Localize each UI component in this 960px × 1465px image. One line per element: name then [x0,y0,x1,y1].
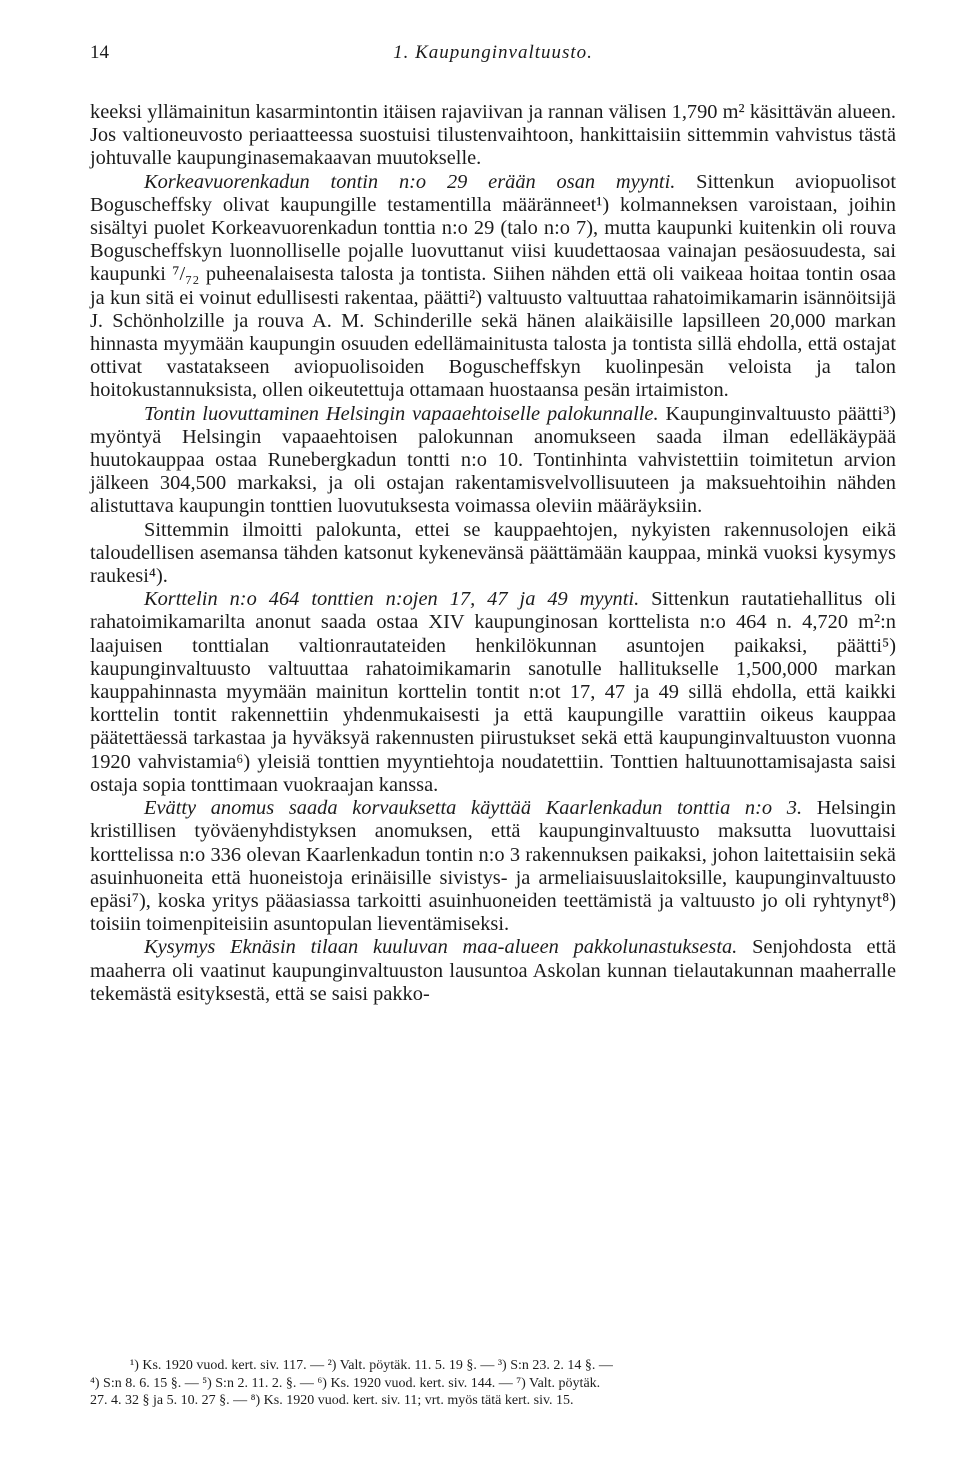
paragraph-heading: Kysymys Eknäsin tilaan kuuluvan maa-alueen pakkolunastuksesta. [144,936,738,959]
paragraph-heading: Tontin luovuttaminen Helsingin vapaaehtoiselle palokunnalle. [144,402,659,425]
running-title: 1. Kaupunginvaltuusto. [393,42,593,63]
footnote-line: 27. 4. 32 § ja 5. 10. 27 §. — ⁸) Ks. 1920 vuod. kert. siv. 11; vrt. myös tätä kert. siv. 15. [90,1393,574,1408]
footnote-line: ¹) Ks. 1920 vuod. kert. siv. 117. — ²) Valt. pöytäk. 11. 5. 19 §. — ³) S:n 23. 2. 14 §. — [130,1358,613,1373]
paragraph-text: Kaupunginvaltuusto päätti³) myöntyä Helsingin vapaaehtoisen palokunnan anomukseen saada ilman edelläkäypää huutokauppaa ostaa Runebergkadun tontti n:o 10. Tontinhinta vahvistettiin toimitetun arvion jälkeen 304,500 markaksi, ja oli ostajan rakentamisvelvollisuuteen ja maksuehtoihin nähden alistuttava kaupungin tonttien luovutuksesta voimassa oleviin määräyksiin. [90,402,896,518]
paragraph-text: keeksi yllämainitun kasarmintontin itäisen rajaviivan ja rannan välisen 1,790 m² käsittävän alueen. Jos valtioneuvosto periaatteessa suostuisi tilustenvaihtoon, hankittaisiin sittemmin vahvistus tästä johtuvalle kaupunginasemakaavan muutokselle. [90,101,896,170]
paragraph-eknas [90,936,896,1006]
paragraph-text: Helsingin kristillisen työväenyhdistyksen anomuksen, että kaupunginvaltuusto maksutta luovuttaisi korttelissa n:o 336 olevan Kaarlenkadun tontin n:o 3 rakennuksen paikaksi, johon laitettaisiin sekä asuinhuoneita että huoneistoja erinäisille sivistys- ja armeliaisuuslaitoksille, kaupunginvaltuusto epäsi⁷), koska yritys pääasiassa tarkoitti asuinhuoneiden teettämistä ja valtuusto jo oli ryhtynyt⁸) toisiin toimenpiteisiin asuntopulan lieventämiseksi. [90,797,896,936]
page-number: 14 [90,42,109,63]
footnote-line: ⁴) S:n 8. 6. 15 §. — ⁵) S:n 2. 11. 2. §. — ⁶) Ks. 1920 vuod. kert. siv. 144. — ⁷) Valt. pöytäk. [90,1375,601,1391]
footnotes [90,1357,896,1410]
paragraph-heading: Korttelin n:o 464 tonttien n:ojen 17, 47 ja 49 myynti. [144,588,640,611]
page-header [90,42,896,72]
paragraph-text: Sittenkun aviopuolisot Boguscheffsky olivat kaupungille testamentilla määränneet¹) kolmanneksen varoistaan, joihin sisältyi puolet Korkeavuorenkadun tonttia n:o 29 (talo n:o 7), mutta kaupunki kuitenkin oli rouva Boguscheffskyn luonnolliselle pojalle luovuttanut viisi kuudettaosaa vainajan pesäosuudesta, sai kaupunki ⁷/₇₂ puheenalaisesta talosta ja tontista. Siihen nähden että oli vaikeaa hoitaa tontin osaa ja kun sitä ei voinut edullisesti rakentaa, päätti²) valtuusto valtuuttaa rahatoimikamarin isännöitsijä J. Schönholzille ja rouva A. M. Schinderille sekä hänen alaikäisille lapsilleen 20,000 markan hinnasta myymään kaupungin osuuden edellämainitusta talosta ja tontista sillä ehdolla, että ostajat ottivat vastatakseen aviopuolisoiden Boguscheffskyn kuolinpesän veloista ja talon hoitokustannuksista, ollen oikeutettuja ottamaan huostaansa pesän irtaimiston. [90,170,896,402]
paragraph-korkeavuorenkatu [90,171,896,403]
paragraph-kaarlenkatu [90,797,896,936]
paragraph-text: Senjohdosta että maaherra oli vaatinut kaupunginvaltuuston lausuntoa Askolan kunnan tielautakunnan maaherralle tekemästä esityksestä, että se saisi pakko- [90,936,896,1005]
paragraph-continuation [90,101,896,171]
paragraph-heading: Korkeavuorenkadun tontin n:o 29 erään osan myynti. [144,170,676,193]
paragraph-palokunta-followup [90,519,896,589]
paragraph-kortteli-464 [90,588,896,797]
paragraph-text: Sittenkun rautatiehallitus oli rahatoimikamarilta anonut saada ostaa XIV kaupunginosan korttelista n:o 464 n. 4,720 m²:n laajuisen tonttialan valtionrautateiden henkilökunnan asuntojen paikaksi, päätti⁵) kaupunginvaltuusto valtuuttaa rahatoimikamarin sanotulle hallitukselle 1,500,000 markan kauppahinnasta myymään mainitun korttelin tontit n:ot 17, 47 ja 49 sillä ehdolla, että kaikki korttelin tontit rakennettiin yhdenmukaisesti ja että kaupungille varattiin oikeus kauppaa päätettäessä tarkastaa ja hyväksyä rakennusten piirustukset sekä että kaupunginvaltuuston vuonna 1920 vahvistamia⁶) yleisiä tonttien myyntiehtoja noudatettiin. Tonttien haltuunottamisajasta saisi ostaja sopia tonttimaan vuokraajan kanssa. [90,588,896,796]
paragraph-text: Sittemmin ilmoitti palokunta, ettei se kauppaehtojen, nykyisten rakennusolojen eikä taloudellisen asemansa tähden katsonut kykenevänsä päättämään kauppaa, minkä vuoksi kysymys raukesi⁴). [90,518,896,588]
paragraph-palokunta [90,403,896,519]
body-text [90,101,896,1006]
paragraph-heading: Evätty anomus saada korvauksetta käyttää Kaarlenkadun tonttia n:o 3. [144,797,803,820]
